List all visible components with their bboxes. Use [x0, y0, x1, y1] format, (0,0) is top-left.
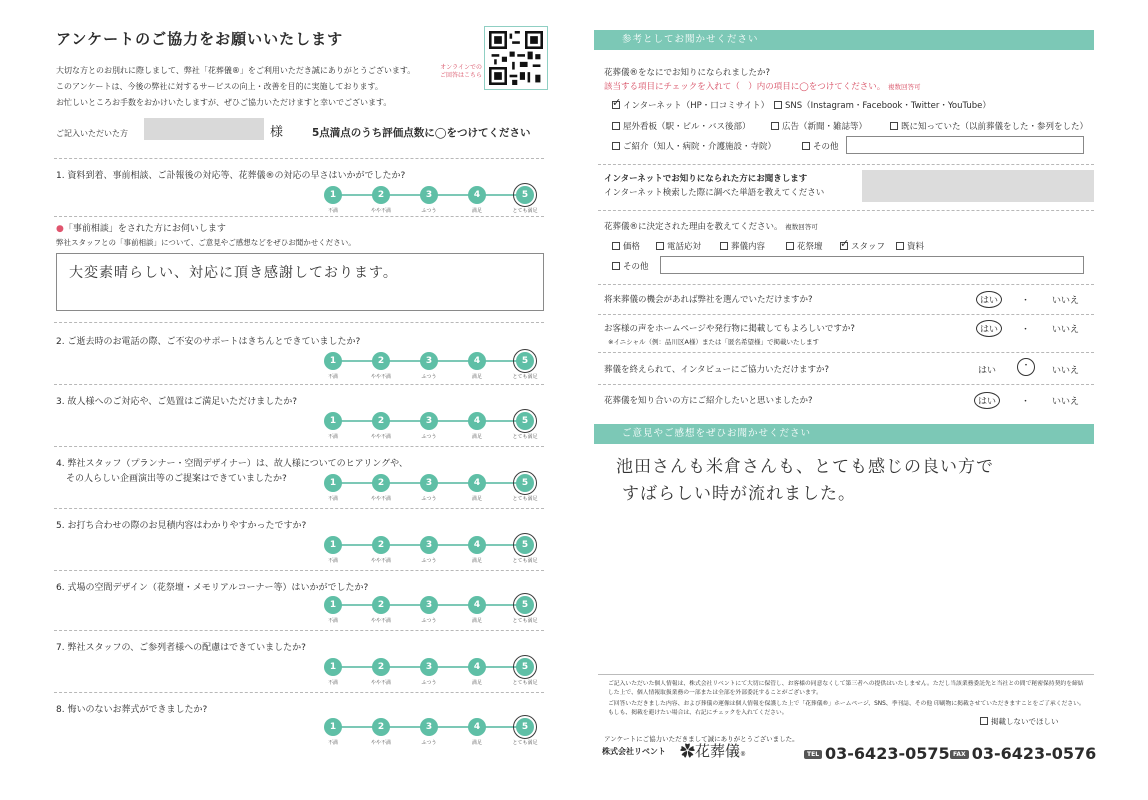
- fax-badge: FAX: [950, 750, 969, 759]
- rating-label: 満足: [471, 208, 482, 214]
- yn-question-2-note: ※イニシャル（例：品川区A様）または「匿名希望様」で掲載いたします: [608, 338, 820, 346]
- checkbox-checked[interactable]: [840, 242, 848, 250]
- consult-answer-box[interactable]: [56, 253, 544, 311]
- rating-option-5[interactable]: 5: [516, 412, 534, 430]
- rating-option-4[interactable]: 4: [468, 718, 486, 736]
- yes-option-circled[interactable]: はい: [976, 320, 1002, 337]
- reason-price[interactable]: [612, 240, 640, 252]
- rating-option-4[interactable]: 4: [468, 596, 486, 614]
- reason-other-field[interactable]: [660, 256, 1084, 274]
- separator: ・: [1021, 296, 1031, 306]
- how-question: 花葬儀®をなにでお知りになられましたか?: [604, 68, 771, 78]
- checkbox[interactable]: [612, 262, 620, 270]
- intro-line: 大切な方とのお別れに際しまして、弊社「花葬儀®」をご利用いただき誠にありがとうございます。: [56, 66, 416, 75]
- comment-banner: ご意見やご感想をぜひお聞かせください: [594, 424, 1094, 444]
- separator: ・: [1021, 325, 1031, 335]
- consult-heading: [56, 221, 226, 234]
- consult-subtext: 弊社スタッフとの「事前相談」について、ご意見やご感想などをぜひお聞かせください。: [56, 238, 356, 247]
- brand-name: 花葬儀: [695, 742, 741, 760]
- source-other[interactable]: [802, 140, 839, 152]
- no-publish-option[interactable]: [980, 716, 1059, 727]
- rating-label: とても満足: [512, 208, 538, 214]
- question-1: 1. 資料到着、事前相談、ご訃報後の対応等、花葬儀®の対応の早さはいかがでしたか?: [56, 171, 406, 181]
- name-suffix: 様: [270, 125, 284, 140]
- name-field-redacted[interactable]: [144, 118, 264, 140]
- survey-title: アンケートのご協力をお願いいたします: [56, 30, 344, 48]
- rating-option-2[interactable]: 2: [372, 412, 390, 430]
- source-label: 既に知っていた（以前葬儀をした・参列をした）: [901, 122, 1089, 132]
- source-label: ご紹介（知人・病院・介護施設・寺院）: [623, 142, 777, 152]
- rating-option-2[interactable]: 2: [372, 352, 390, 370]
- rating-label: 満足: [471, 374, 482, 380]
- rating-option-4[interactable]: 4: [468, 658, 486, 676]
- reason-other[interactable]: [612, 260, 649, 272]
- yes-option-circled[interactable]: はい: [974, 392, 1000, 409]
- question-6: 6. 式場の空間デザイン（花祭壇・メモリアルコーナー等）はいかがでしたか?: [56, 583, 369, 593]
- rating-option-4[interactable]: 4: [468, 536, 486, 554]
- rating-option-4[interactable]: 4: [468, 412, 486, 430]
- rating-option-2[interactable]: 2: [372, 474, 390, 492]
- rating-selected-circle: [513, 715, 537, 739]
- tel-number: [804, 744, 950, 763]
- source-other-field[interactable]: [846, 136, 1084, 154]
- no-publish-label: 掲載しないでほしい: [991, 717, 1059, 726]
- rating-instruction: 5点満点のうち評価点数に◯をつけてください: [312, 127, 531, 139]
- intro-line: お忙しいところお手数をおかけいたしますが、ぜひご協力いただけますと幸いでございます。: [56, 98, 392, 107]
- rating-label: ふつう: [421, 496, 437, 502]
- rating-option-2[interactable]: 2: [372, 718, 390, 736]
- reason-label: 花祭壇: [797, 242, 823, 252]
- source-label: SNS（Instagram・Facebook・Twitter・YouTube）: [785, 101, 991, 111]
- rating-label: やや不満: [370, 208, 391, 214]
- rating-option-1[interactable]: 1: [324, 186, 342, 204]
- reason-label: 価格: [623, 242, 641, 252]
- rating-selected-circle: [513, 471, 537, 495]
- rating-option-1[interactable]: 1: [324, 474, 342, 492]
- rating-label: 不満: [327, 496, 338, 502]
- rating-selected-circle: [513, 183, 537, 207]
- rating-label: とても満足: [512, 496, 538, 502]
- rating-scale-q2: [324, 352, 540, 380]
- rating-selected-circle: [513, 593, 537, 617]
- rating-scale-q8: [324, 718, 540, 746]
- left-page: [50, 22, 570, 782]
- source-internet[interactable]: [612, 99, 769, 111]
- rating-label: 不満: [327, 740, 338, 746]
- question-8: 8. 悔いのないお葬式ができましたか?: [56, 705, 208, 715]
- divider: [54, 570, 544, 571]
- rating-label: 不満: [327, 374, 338, 380]
- rating-label: 不満: [327, 434, 338, 440]
- reason-question-text: 花葬儀®に決定された理由を教えてください。: [604, 222, 783, 232]
- question-7: 7. 弊社スタッフの、ご参列者様への配慮はできていましたか?: [56, 643, 306, 653]
- divider: [54, 216, 544, 217]
- rating-label: やや不満: [370, 558, 391, 564]
- rating-label: 満足: [471, 680, 482, 686]
- reason-content[interactable]: [720, 240, 765, 252]
- rating-label: とても満足: [512, 680, 538, 686]
- reason-label: 電話応対: [667, 242, 702, 252]
- rating-label: 不満: [327, 618, 338, 624]
- no-option[interactable]: いいえ: [1052, 296, 1080, 306]
- rating-label: とても満足: [512, 618, 538, 624]
- yes-option[interactable]: はい: [978, 366, 997, 376]
- divider: [598, 314, 1094, 315]
- divider: [54, 158, 544, 159]
- checkbox[interactable]: [896, 242, 904, 250]
- rating-label: 満足: [471, 496, 482, 502]
- reason-phone[interactable]: [656, 240, 701, 252]
- intro-text: [56, 63, 456, 111]
- rating-option-3[interactable]: 3: [420, 536, 438, 554]
- source-signboard[interactable]: [612, 120, 751, 132]
- qr-label: オンラインでのご回答はこちら: [439, 64, 482, 79]
- checkbox[interactable]: [771, 122, 779, 130]
- rating-option-4[interactable]: 4: [468, 352, 486, 370]
- rating-option-1[interactable]: 1: [324, 536, 342, 554]
- source-label: 屋外看板（駅・ビル・バス後部）: [623, 122, 751, 132]
- multi-answer-note: 複数回答可: [887, 83, 921, 91]
- checkbox[interactable]: [786, 242, 794, 250]
- comment-line: すばらしい時が流れました。: [622, 484, 856, 504]
- search-words-redacted[interactable]: [862, 170, 1094, 202]
- rating-option-2[interactable]: 2: [372, 596, 390, 614]
- yn-question-4: 花葬儀を知り合いの方にご紹介したいと思いましたか?: [604, 396, 813, 406]
- rating-label: とても満足: [512, 740, 538, 746]
- fax-number: [950, 744, 1096, 763]
- rating-option-2[interactable]: 2: [372, 658, 390, 676]
- rating-label: 不満: [327, 208, 338, 214]
- rating-label: 満足: [471, 740, 482, 746]
- rating-option-5[interactable]: 5: [516, 186, 534, 204]
- rating-option-3[interactable]: 3: [420, 412, 438, 430]
- checkbox[interactable]: [656, 242, 664, 250]
- reason-multi-note: 複数回答可: [785, 223, 818, 231]
- rating-option-3[interactable]: 3: [420, 718, 438, 736]
- rating-option-2[interactable]: 2: [372, 186, 390, 204]
- rating-option-2[interactable]: 2: [372, 536, 390, 554]
- separator-circled[interactable]: ・: [1017, 358, 1035, 376]
- divider: [598, 210, 1094, 211]
- company-name: 株式会社リベント: [602, 747, 666, 756]
- question-4-line1: 4. 弊社スタッフ（プランナー・空間デザイナー）は、故人様についてのヒアリングや、: [56, 459, 408, 469]
- privacy-note: ご記入いただいた個人情報は、株式会社リベントにて大切に保管し、お客様の同意なくして第三者への提供はいたしません。ただし当該業務委託先と当社との間で秘密保持契約を締結した上で、個人情報取扱業務の一部または全部を外部委託することがございます。: [608, 681, 1084, 696]
- no-option[interactable]: いいえ: [1052, 397, 1080, 407]
- reason-staff[interactable]: [840, 240, 885, 252]
- rating-option-1[interactable]: 1: [324, 718, 342, 736]
- divider: [54, 384, 544, 385]
- source-label: その他: [813, 142, 839, 152]
- divider: [598, 164, 1094, 165]
- rating-option-1[interactable]: 1: [324, 352, 342, 370]
- rating-selected-circle: [513, 409, 537, 433]
- reason-label: 資料: [907, 242, 925, 252]
- divider: [598, 284, 1094, 285]
- checkbox-checked[interactable]: [612, 101, 620, 109]
- comment-line: 池田さんも米倉さんも、とても感じの良い方で: [616, 457, 994, 477]
- checkbox[interactable]: [612, 122, 620, 130]
- divider: [598, 352, 1094, 353]
- yes-option-circled[interactable]: はい: [976, 291, 1002, 308]
- rating-option-5[interactable]: 5: [516, 718, 534, 736]
- checkbox[interactable]: [890, 122, 898, 130]
- rating-option-5[interactable]: 5: [516, 596, 534, 614]
- rating-option-5[interactable]: 5: [516, 474, 534, 492]
- separator: ・: [1021, 397, 1031, 407]
- rating-selected-circle: [513, 533, 537, 557]
- internet-question: インターネットでお知りになられた方にお聞きします: [604, 174, 808, 184]
- rating-label: やや不満: [370, 496, 391, 502]
- reason-label: スタッフ: [851, 242, 886, 252]
- thanks-text: アンケートにご協力いただきまして誠にありがとうございました。: [604, 735, 799, 743]
- qr-code-icon[interactable]: [484, 26, 548, 90]
- rating-label: とても満足: [512, 434, 538, 440]
- fax-value: 03-6423-0576: [971, 744, 1097, 763]
- reason-label: その他: [623, 262, 649, 272]
- how-instruction: [604, 80, 920, 92]
- checkbox[interactable]: [802, 142, 810, 150]
- rating-label: やや不満: [370, 434, 391, 440]
- rating-scale-q4: [324, 474, 540, 502]
- question-4-line2: その人らしい企画演出等のご提案はできていましたか?: [66, 474, 287, 484]
- question-3: 3. 故人様へのご対応や、ご処置はご満足いただけましたか?: [56, 397, 298, 407]
- tel-value: 03-6423-0575: [825, 744, 950, 763]
- how-instruction-text: 該当する項目にチェックを入れて（ ）内の項目に◯をつけてください。: [604, 82, 886, 92]
- source-label: インターネット（HP・口コミサイト）: [623, 101, 770, 111]
- rating-label: やや不満: [370, 740, 391, 746]
- rating-option-1[interactable]: 1: [324, 596, 342, 614]
- rating-label: 満足: [471, 434, 482, 440]
- rating-label: ふつう: [421, 208, 437, 214]
- rating-option-5[interactable]: 5: [516, 352, 534, 370]
- comment-answer[interactable]: [616, 454, 994, 508]
- rating-label: やや不満: [370, 680, 391, 686]
- source-sns[interactable]: [774, 99, 991, 111]
- rating-selected-circle: [513, 349, 537, 373]
- checkbox[interactable]: [612, 242, 620, 250]
- consult-heading-text: 「事前相談」をされた方にお伺いします: [63, 224, 226, 234]
- rating-option-3[interactable]: 3: [420, 596, 438, 614]
- rating-label: とても満足: [512, 374, 538, 380]
- divider: [54, 322, 544, 323]
- rating-option-5[interactable]: 5: [516, 658, 534, 676]
- divider: [54, 630, 544, 631]
- rating-option-3[interactable]: 3: [420, 352, 438, 370]
- no-option[interactable]: いいえ: [1052, 366, 1080, 376]
- rating-selected-circle: [513, 655, 537, 679]
- rating-label: 不満: [327, 558, 338, 564]
- rating-label: 不満: [327, 680, 338, 686]
- rating-label: ふつう: [421, 558, 437, 564]
- reason-label: 葬儀内容: [731, 242, 766, 252]
- rating-option-4[interactable]: 4: [468, 474, 486, 492]
- rating-label: ふつう: [421, 374, 437, 380]
- tel-badge: TEL: [804, 750, 822, 759]
- rating-option-3[interactable]: 3: [420, 474, 438, 492]
- reference-banner: 参考としてお聞かせください: [594, 30, 1094, 50]
- rating-label: ふつう: [421, 740, 437, 746]
- intro-line: このアンケートは、今後の弊社に対するサービスの向上・改善を目的に実施しております。: [56, 82, 383, 91]
- rating-scale-q6: [324, 596, 540, 624]
- rating-option-3[interactable]: 3: [420, 658, 438, 676]
- rating-scale-q7: [324, 658, 540, 686]
- source-referral[interactable]: [612, 140, 776, 152]
- brand-logo: ✿花葬儀®: [680, 742, 747, 760]
- consult-answer: 大変素晴らしい、対応に頂き感謝しております。: [69, 265, 398, 281]
- question-5: 5. お打ち合わせの際のお見積内容はわかりやすかったですか?: [56, 521, 307, 531]
- checkbox[interactable]: [720, 242, 728, 250]
- rating-option-4[interactable]: 4: [468, 186, 486, 204]
- source-ad[interactable]: [771, 120, 867, 132]
- divider: [54, 692, 544, 693]
- checkbox[interactable]: [980, 717, 988, 725]
- divider: [598, 384, 1094, 385]
- reason-question: [604, 220, 818, 232]
- divider: [54, 508, 544, 509]
- rating-option-5[interactable]: 5: [516, 536, 534, 554]
- name-label: ご記入いただいた方: [56, 129, 128, 138]
- rating-option-1[interactable]: 1: [324, 658, 342, 676]
- checkbox[interactable]: [774, 101, 782, 109]
- reason-altar[interactable]: [786, 240, 823, 252]
- yn-question-3: 葬儀を終えられて、インタビューにご協力いただけますか?: [604, 365, 830, 375]
- yn-question-1: 将来葬儀の機会があれば弊社を選んでいただけますか?: [604, 295, 813, 305]
- rating-scale-q1: [324, 186, 540, 214]
- rating-option-1[interactable]: 1: [324, 412, 342, 430]
- rating-label: ふつう: [421, 680, 437, 686]
- rating-label: やや不満: [370, 618, 391, 624]
- question-2: 2. ご逝去時のお電話の際、ご不安のサポートはきちんとできていましたか?: [56, 337, 361, 347]
- source-known[interactable]: [890, 120, 1088, 132]
- consult-bullet: ●: [56, 224, 64, 234]
- rating-label: やや不満: [370, 374, 391, 380]
- rating-label: ふつう: [421, 434, 437, 440]
- reason-materials[interactable]: [896, 240, 924, 252]
- rating-label: ふつう: [421, 618, 437, 624]
- publish-note: ご回答いただきました内容、および葬儀の運像は個人情報を保護した上で「花葬儀®」ホームページ、SNS、季刊誌、その他 印刷物に掲載させていただきますことをご了承ください。もしも、掲載を避けたい場合は、右記にチェックを入れてください。: [608, 701, 1085, 716]
- divider: [54, 446, 544, 447]
- yn-question-2: お客様の声をホームページや発行物に掲載してもよろしいですか?: [604, 324, 855, 334]
- footer-divider: [598, 674, 1094, 675]
- rating-label: 満足: [471, 558, 482, 564]
- rating-label: とても満足: [512, 558, 538, 564]
- internet-subquestion: インターネット検索した際に調べた単語を教えてください: [604, 188, 825, 198]
- source-label: 広告（新聞・雑誌等）: [782, 122, 868, 132]
- rating-scale-q3: [324, 412, 540, 440]
- checkbox[interactable]: [612, 142, 620, 150]
- no-option[interactable]: いいえ: [1052, 325, 1080, 335]
- rating-label: 満足: [471, 618, 482, 624]
- rating-option-3[interactable]: 3: [420, 186, 438, 204]
- rating-scale-q5: [324, 536, 540, 564]
